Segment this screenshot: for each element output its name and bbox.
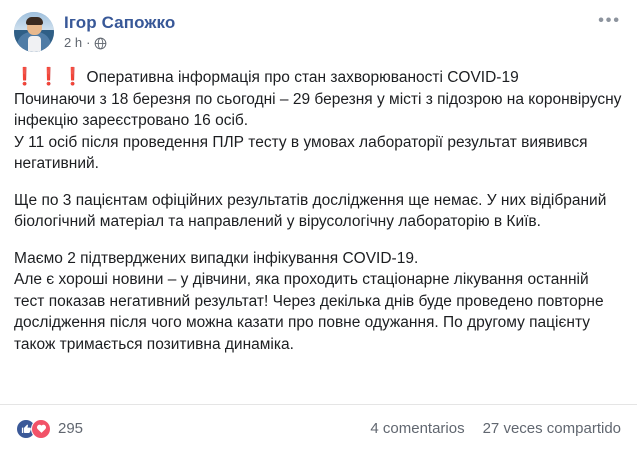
avatar[interactable] — [14, 12, 54, 52]
reactions-summary[interactable] — [16, 419, 83, 439]
avatar-hair — [26, 17, 43, 25]
paragraph-spacer — [14, 233, 623, 248]
paragraph-spacer — [14, 175, 623, 190]
post-paragraph-5: Маємо 2 підтверджених випадки інфікування COVID-19. — [14, 249, 419, 267]
post-paragraph-1-text: Оперативна інформація про стан захворюваності COVID-19 — [86, 69, 519, 86]
reaction-count: 295 — [58, 420, 84, 437]
post-paragraph-1 — [14, 66, 623, 89]
post-footer — [0, 404, 637, 452]
post-paragraph-3: У 11 осіб після проведення ПЛР тесту в умовах лабораторії результат виявився негативний. — [14, 133, 588, 172]
alert-icon: ❗❗❗ — [14, 67, 87, 86]
post-header — [0, 0, 637, 56]
post-paragraph-2: Починаючи з 18 березня по сьогодні – 29 березня у місті з підозрою на коронвірусну інфекцію зареєстровано 16 осіб. — [14, 90, 622, 129]
post-header-text — [64, 12, 175, 50]
shares-count[interactable]: 27 veces compartido — [482, 420, 621, 437]
comments-count[interactable]: 4 comentarios — [370, 420, 465, 437]
meta-separator: · — [86, 35, 91, 50]
post-body — [0, 56, 637, 355]
globe-icon[interactable] — [94, 37, 107, 50]
post-paragraph-4: Ще по 3 пацієнтам офіційних результатів дослідження ще немає. У них відібраний біологічний матеріал та направлений у вірусологічну лабораторію в Київ. — [14, 191, 607, 230]
post-timestamp[interactable]: 2 h — [64, 35, 83, 50]
heart-icon — [31, 419, 51, 439]
avatar-shirt — [28, 36, 41, 52]
post-meta — [64, 36, 175, 50]
post-paragraph-6: Але є хороші новини – у дівчини, яка проходить стаціонарне лікування останній тест показав негативний результат! Через декілька днів буде проведено повторне дослідження після чого можна казати про повне одужання. По другому пацієнту також тримається позитивна динаміка. — [14, 271, 604, 353]
ellipsis-icon[interactable]: ••• — [598, 12, 621, 29]
author-name[interactable]: Ігор Сапожко — [64, 13, 176, 32]
post-footer-stats — [352, 420, 621, 437]
